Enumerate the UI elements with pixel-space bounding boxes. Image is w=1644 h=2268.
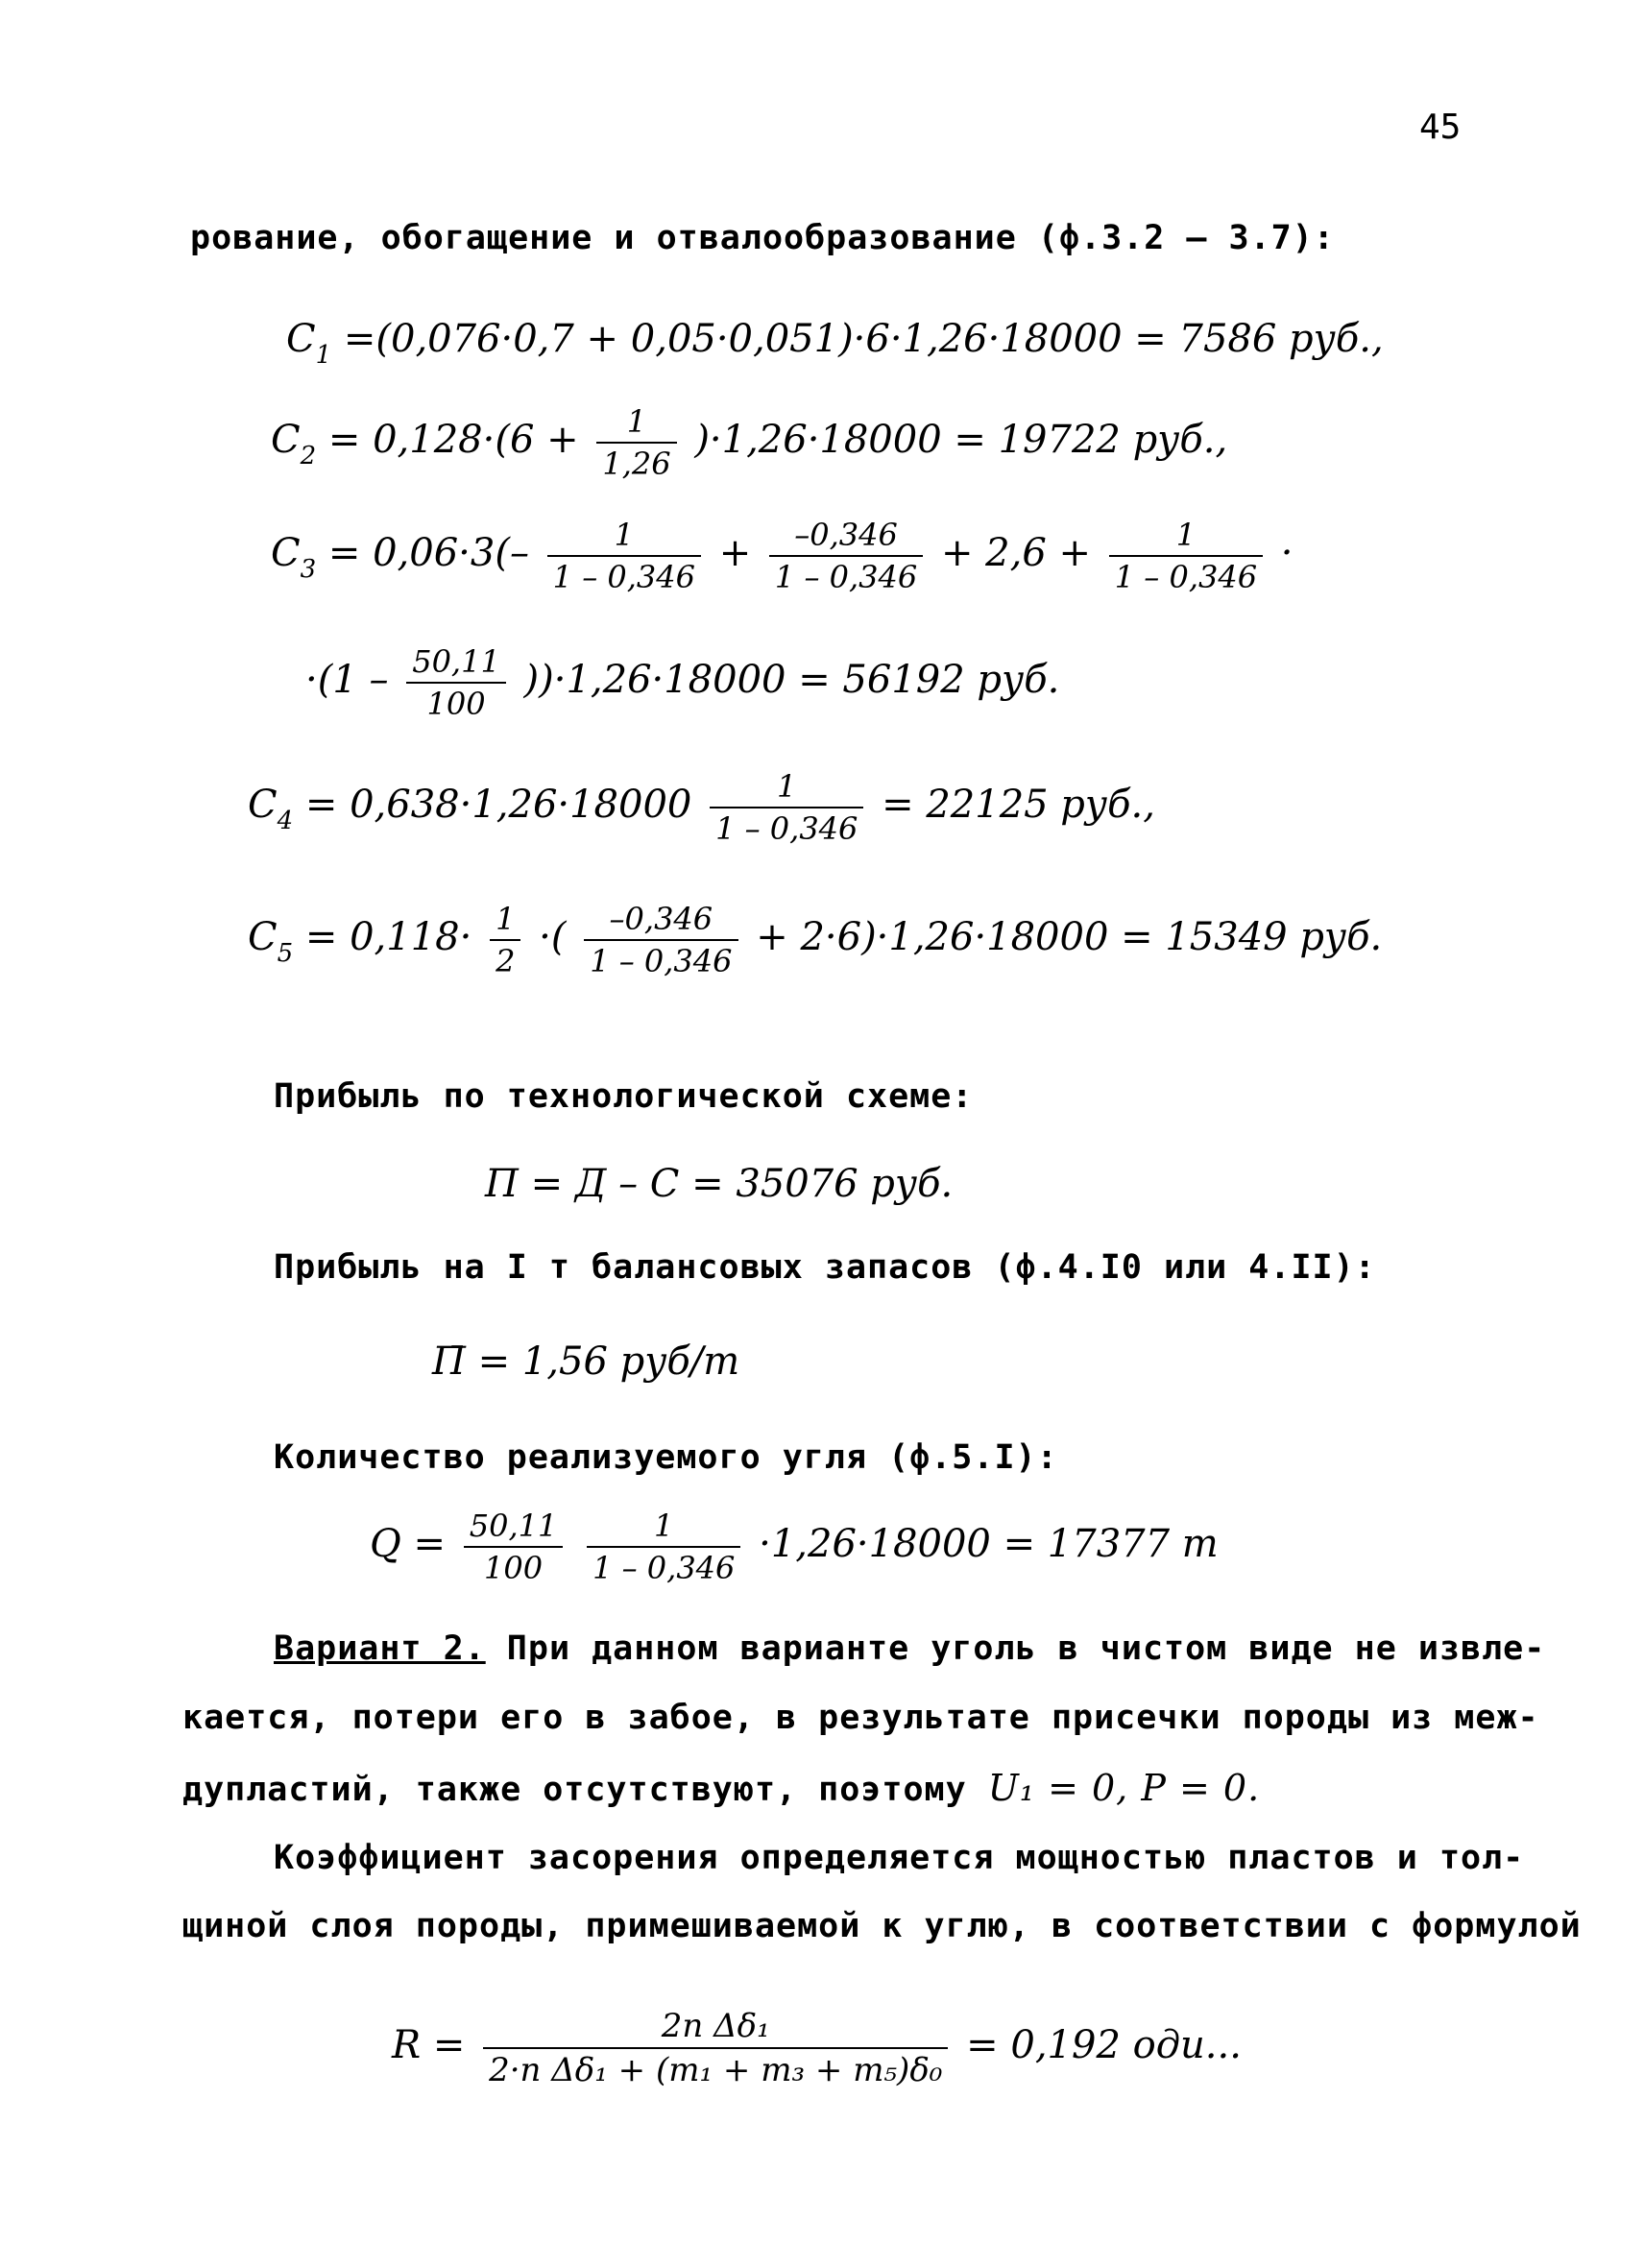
page-number: 45 — [1419, 108, 1462, 147]
formula-c2: $C_2 = 0,128\cdot(6$ + $\frac{1}{1,26}$ )·1,26·18000 = 19722 руб., — [271, 403, 1228, 482]
text-line: Количество реализуемого угля (ф.5.I): — [274, 1438, 1058, 1477]
text-line: Вариант 2. При данном варианте уголь в чистом виде не извле- — [274, 1629, 1546, 1668]
formula-c3: $C_3 = 0,06\cdot 3(-$ $\frac{1}{1 - 0,346}$ + $\frac{-0,346}{1 - 0,346}$ + 2,6 + $\frac{1}{1 - 0,346}$ · — [271, 517, 1293, 595]
text-line: рование, обогащение и отвалообразование (ф.3.2 – 3.7): — [190, 219, 1335, 257]
text-line: Коэффициент засорения определяется мощностью пластов и тол- — [274, 1839, 1525, 1877]
text-line: Прибыль на I т балансовых запасов (ф.4.I0 или 4.II): — [274, 1248, 1376, 1287]
formula-r: R = $\frac{\text{2n Δδ₁}}{\text{2·n Δδ₁ + (m₁ + m₃ + m₅)δ₀}}$ = 0,192 оди... — [392, 2007, 1242, 2089]
formula-c3-continued: ·(1 – $\frac{50,11}{100}$ ))·1,26·18000 = 56192 руб. — [305, 643, 1060, 722]
text-line: дупластий, также отсутствуют, поэтому U₁ = 0, P = 0. — [182, 1767, 1261, 1809]
formula-q: Q = $\frac{50,11}{100}$ $\frac{1}{1 - 0,346}$ ·1,26·18000 = 17377 т — [370, 1508, 1219, 1586]
text-line: Прибыль по технологической схеме: — [274, 1077, 974, 1116]
formula-c1: $C_1 =(0,076\cdot 0,7 + 0,05\cdot 0,051)\cdot 6\cdot 1,26\cdot 18000 = 7586$ руб., — [286, 317, 1384, 370]
text-line: кается, потери его в забое, в результате присечки породы из меж- — [182, 1699, 1539, 1737]
text-line: щиной слоя породы, примешиваемой к углю, в соответствии с формулой — [182, 1907, 1582, 1945]
formula-profit-per-t: П̄ = 1,56 руб/т — [432, 1339, 740, 1384]
formula-var2: U₁ = 0, P = 0. — [987, 1767, 1261, 1809]
variant-label: Вариант 2. — [274, 1629, 486, 1668]
formula-c5: $C_5 = 0,118\cdot$ $\frac{1}{2}$ ·( $\frac{-0,346}{1 - 0,346}$ + 2·6)·1,26·18000 = 15349 руб. — [248, 901, 1383, 979]
formula-c4: $C_4 = 0,638\cdot 1,26\cdot 18000$ $\frac{1}{1 - 0,346}$ = 22125 руб., — [248, 768, 1155, 847]
formula-profit: П = Д – С = 35076 руб. — [485, 1162, 954, 1206]
